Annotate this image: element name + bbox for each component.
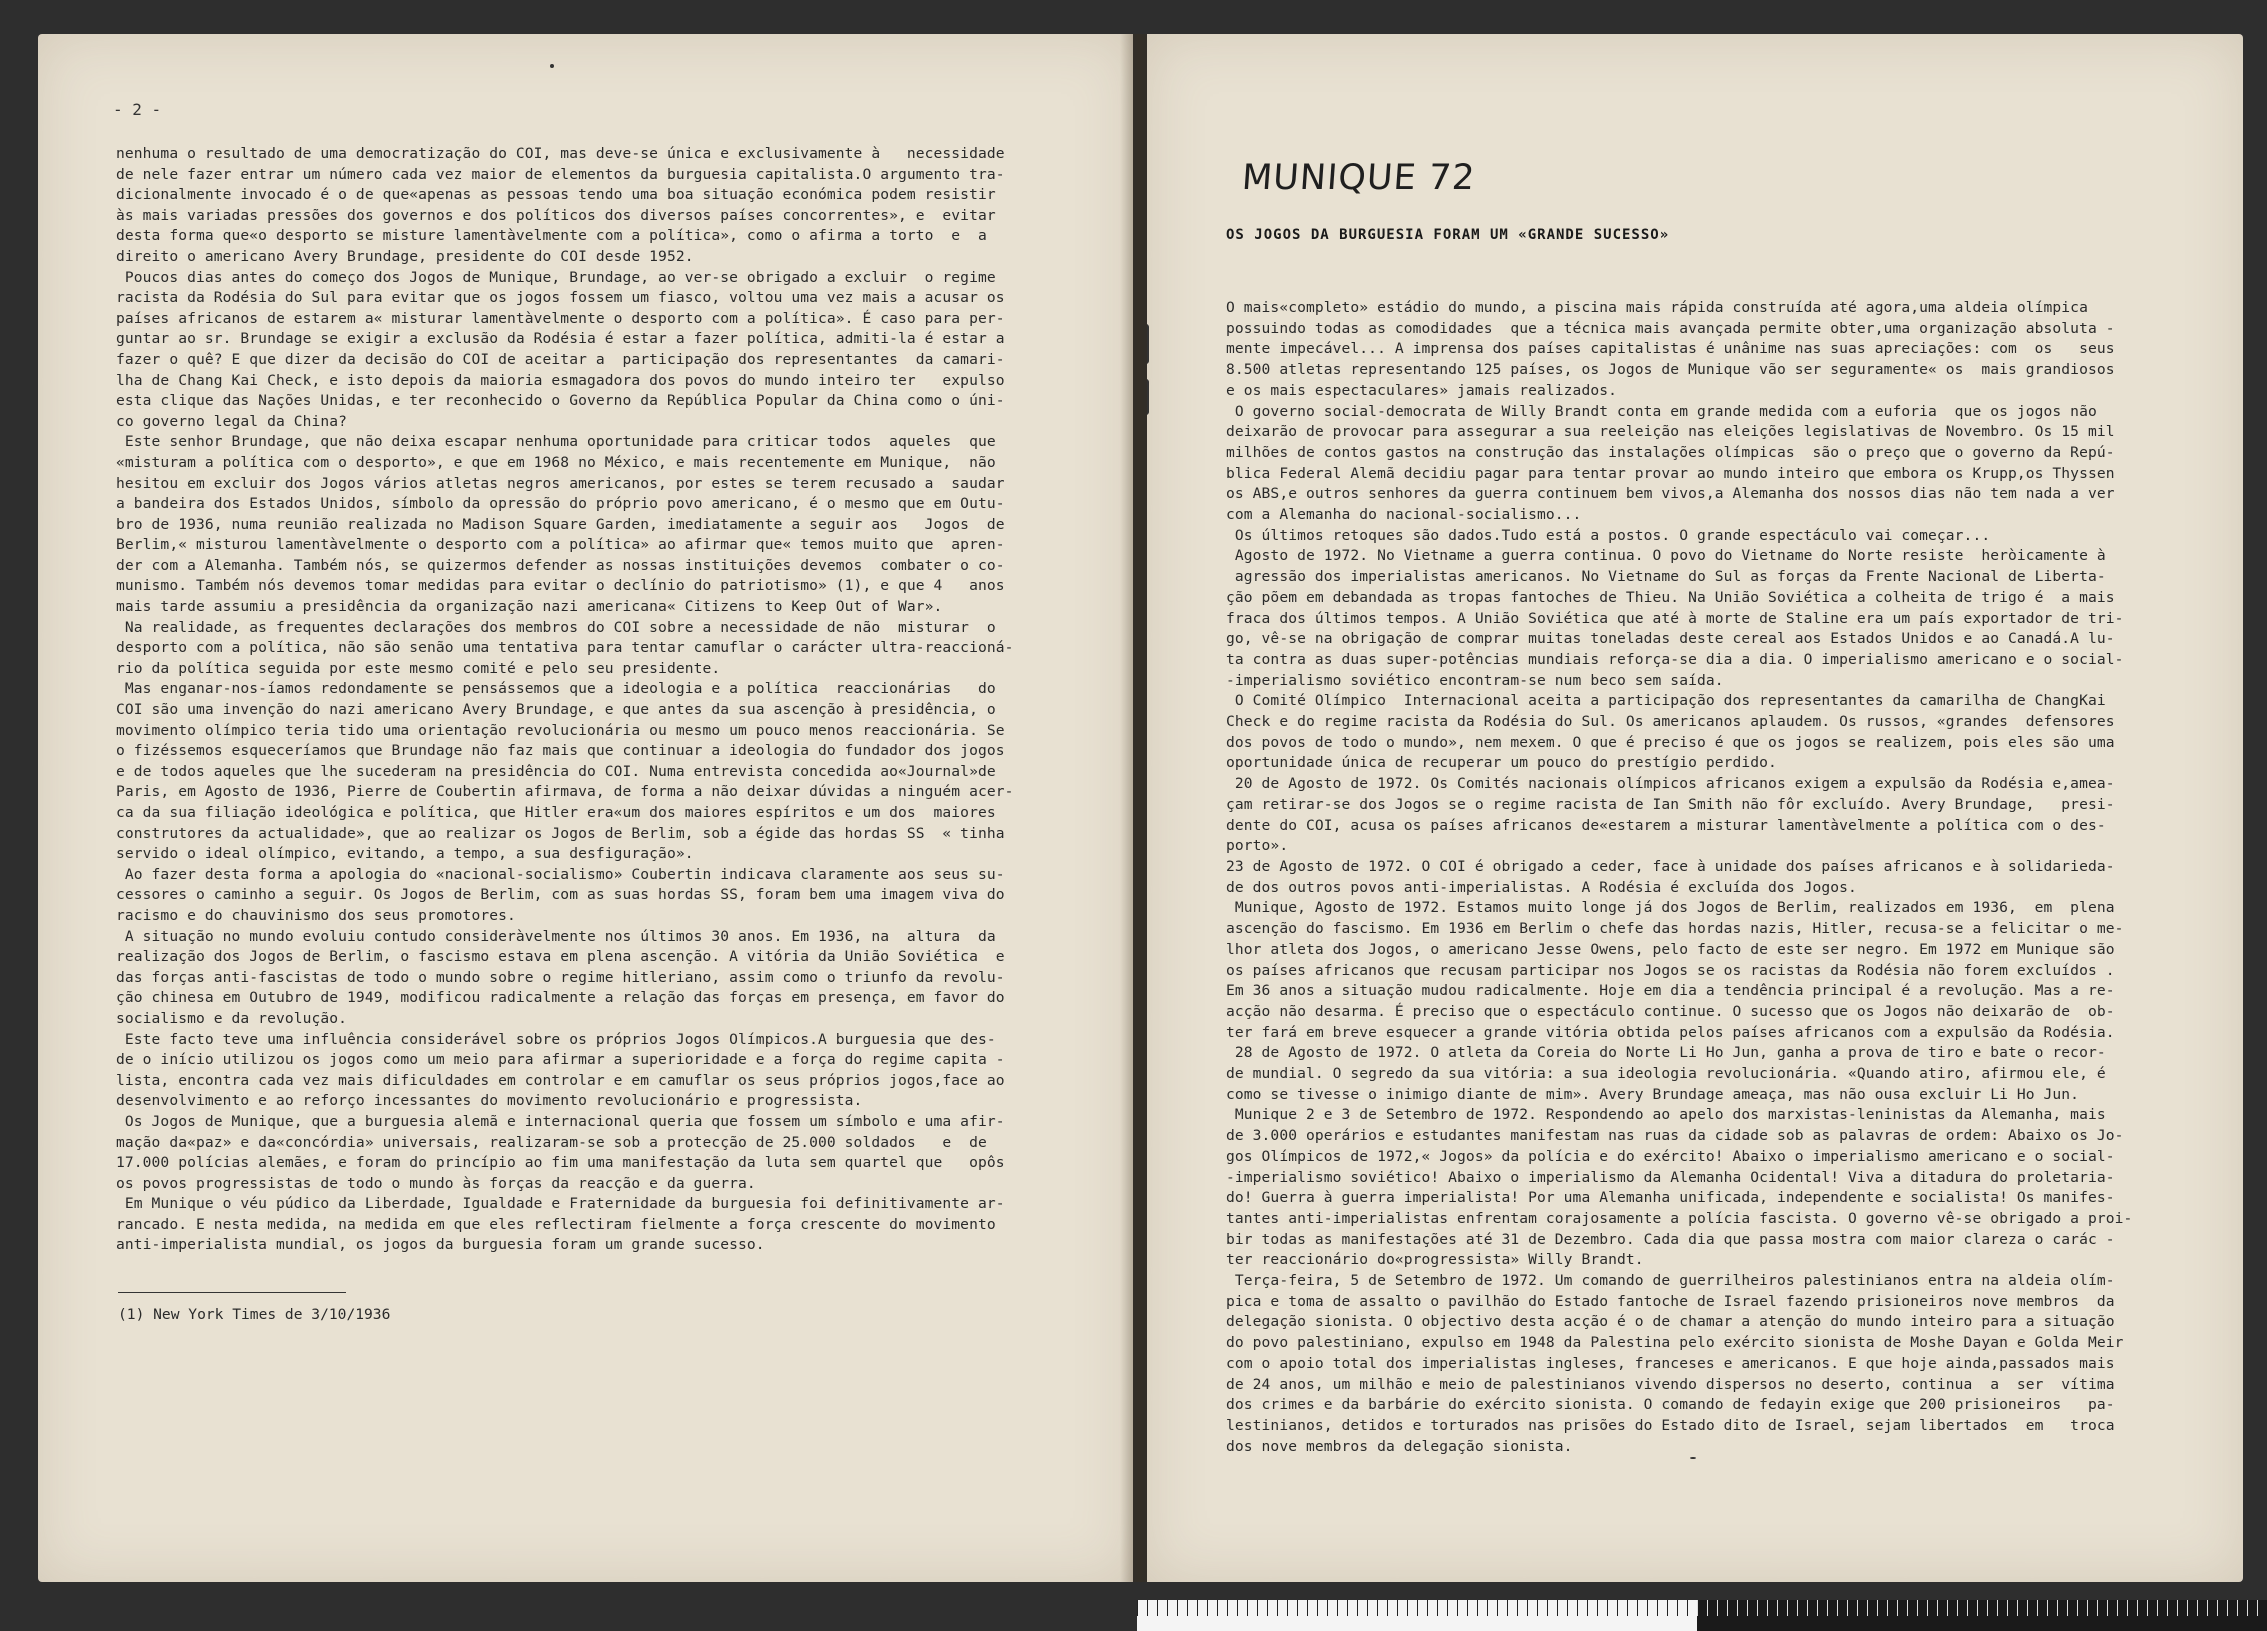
text-line: de o início utilizou os jogos como um meio para afirmar a superioridade e a força do regime capita -	[116, 1051, 1005, 1069]
text-line: às mais variadas pressões dos governos e dos políticos dos diversos países concorrentes», e evitar	[116, 206, 996, 224]
text-line: países africanos de estarem a« misturar lamentàvelmente o desporto com a política». É caso para per-	[116, 309, 1005, 327]
text-line: e os mais espectaculares» jamais realizados.	[1226, 381, 1617, 399]
text-line: Os últimos retoques são dados.Tudo está a postos. O grande espectáculo vai começar...	[1226, 526, 1991, 544]
text-line: ção chinesa em Outubro de 1949, modificou radicalmente a relação das forças em presença, em favor do	[116, 989, 1005, 1007]
text-line: munismo. Também nós devemos tomar medidas para evitar o declínio do patriotismo» (1), e que 4 anos	[116, 577, 1005, 595]
text-line: bir todas as manifestações até 31 de Dezembro. Cada dia que passa mostra com maior clareza o carác -	[1226, 1230, 2115, 1248]
text-line: servido o ideal olímpico, evitando, a tempo, a sua desfiguração».	[116, 845, 694, 863]
text-line: e de todos aqueles que lhe sucederam na presidência do COI. Numa entrevista concedida ao«Journal»de	[116, 762, 996, 780]
text-line: os ABS,e outros senhores da guerra continuem bem vivos,a Alemanha dos nossos dias não tem nada a ver	[1226, 485, 2115, 503]
text-line: çam retirar-se dos Jogos se o regime racista de Ian Smith não fôr excluído. Avery Brundage, presi-	[1226, 795, 2115, 813]
text-line: lha de Chang Kai Check, e isto depois da maioria esmagadora dos povos do mundo inteiro ter expulso	[116, 371, 1005, 389]
text-line: rancado. E nesta medida, na medida em que eles reflectiram fielmente a força crescente do movimento	[116, 1215, 996, 1233]
text-line: go, vê-se na obrigação de comprar muitas toneladas deste cereal aos Estados Unidos e ao Canadá.A lu-	[1226, 630, 2115, 648]
text-line: 23 de Agosto de 1972. O COI é obrigado a ceder, face à unidade dos países africanos e à solidarieda-	[1226, 857, 2115, 875]
text-line: Poucos dias antes do começo dos Jogos de Munique, Brundage, ao ver-se obrigado a excluir o regime	[116, 268, 996, 286]
text-line: racista da Rodésia do Sul para evitar que os jogos fossem um fiasco, voltou uma vez mais a acusar os	[116, 289, 1005, 307]
text-line: dos crimes e da barbárie do exército sionista. O comando de fedayin exige que 200 prisioneiros pa-	[1226, 1396, 2115, 1414]
text-line: Berlim,« misturou lamentàvelmente o desporto com a política» ao afirmar que« temos muito que apren-	[116, 536, 1005, 554]
text-line: das forças anti-fascistas de todo o mundo sobre o regime hitleriano, assim como o triunfo da revolu-	[116, 968, 1005, 986]
text-line: Em Munique o véu púdico da Liberdade, Igualdade e Fraternidade da burguesia foi definitivamente ar-	[116, 1195, 1005, 1213]
text-line: de 3.000 operários e estudantes manifestam nas ruas da cidade sob as palavras de ordem: Abaixo os Jo-	[1226, 1127, 2124, 1145]
text-line: desenvolvimento e ao reforço incessantes do movimento revolucionário e progressista.	[116, 1092, 863, 1110]
page-number: - 2 -	[113, 100, 162, 119]
text-line: a bandeira dos Estados Unidos, símbolo da opressão do próprio povo americano, é o mesmo que em Outu-	[116, 495, 1005, 513]
text-line: ca da sua filiação ideológica e política, que Hitler era«um dos maiores espíritos e um dos maiores	[116, 804, 996, 821]
text-line: fraca dos últimos tempos. A União Soviética que até à morte de Staline era um país exportador de tri-	[1226, 609, 2124, 627]
text-line: de mundial. O segredo da sua vitória: a sua ideologia revolucionária. «Quando atiro, afirmou ele, é	[1226, 1065, 2106, 1083]
text-line: milhões de contos gastos na construção das instalações olímpicas são o preço que o governo da Repú-	[1226, 443, 2115, 461]
text-line: pica e toma de assalto o pavilhão do Estado fantoche de Israel fazendo prisioneiros nove membros da	[1226, 1292, 2115, 1310]
text-line: com a Alemanha do nacional-socialismo...	[1226, 506, 1582, 524]
text-line: mente impecável... A imprensa dos países capitalistas é unânime nas suas apreciações: com os seus	[1226, 340, 2115, 358]
article-subtitle: OS JOGOS DA BURGUESIA FORAM UM «GRANDE SUCESSO»	[1226, 227, 1670, 243]
text-line: ter fará em breve esquecer a grande vitória obtida pelos países africanos com a expulsão da Rodésia.	[1226, 1023, 2115, 1041]
left-body-text	[116, 144, 1076, 1256]
text-line: dicionalmente invocado é o de que«apenas as pessoas tendo uma boa situação económica podem resistir	[116, 186, 996, 204]
text-line: socialismo e da revolução.	[116, 1009, 348, 1027]
text-line: realização dos Jogos de Berlim, o fascismo estava em plena ascenção. A vitória da União Soviética e	[116, 948, 1005, 966]
text-line: co governo legal da China?	[116, 412, 348, 430]
text-line: Paris, em Agosto de 1936, Pierre de Coubertin afirmava, de forma a não deixar dúvidas a ninguém acer-	[116, 783, 1014, 801]
text-line: 28 de Agosto de 1972. O atleta da Coreia do Norte Li Ho Jun, ganha a prova de tiro e bate o recor-	[1226, 1044, 2106, 1062]
article-title: MUNIQUE 72	[1240, 158, 1477, 198]
text-line: dente do COI, acusa os países africanos de«estarem a misturar lamentàvelmente a política com o des-	[1226, 816, 2106, 834]
text-line: O mais«completo» estádio do mundo, a piscina mais rápida construída até agora,uma aldeia olímpica	[1226, 299, 2088, 316]
text-line: possuindo todas as comodidades que a técnica mais avançada permite obter,uma organização absoluta -	[1226, 319, 2115, 337]
text-line: Mas enganar-nos-íamos redondamente se pensássemos que a ideologia e a política reaccionárias do	[116, 680, 996, 698]
text-line: como se tivesse o inimigo diante de mim». Avery Brundage ameaça, mas não ousa excluir Li Ho Jun.	[1226, 1085, 2080, 1103]
text-line: nenhuma o resultado de uma democratização do COI, mas deve-se única e exclusivamente à necessidade	[116, 145, 1005, 162]
staple-mark-2	[1147, 379, 1149, 415]
text-line: Munique 2 e 3 de Setembro de 1972. Respondendo ao apelo dos marxistas-leninistas da Alemanha, mais	[1226, 1106, 2106, 1124]
ink-dot	[1690, 1457, 1696, 1459]
text-line: O governo social-democrata de Willy Brandt conta em grande medida com a euforia que os jogos não	[1226, 402, 2097, 420]
text-line: «misturam a política com o desporto», e que em 1968 no México, e mais recentemente em Munique, não	[116, 453, 996, 471]
scale-ruler	[1137, 1600, 2267, 1631]
text-line: direito o americano Avery Brundage, presidente do COI desde 1952.	[116, 247, 694, 265]
text-line: dos povos de todo o mundo», nem mexem. O que é preciso é que os jogos se realizem, pois eles são uma	[1226, 733, 2115, 751]
text-line: ascenção do fascismo. Em 1936 em Berlim o chefe das hordas nazis, Hitler, recusa-se a felicitar o me-	[1226, 920, 2124, 938]
text-line: Os Jogos de Munique, que a burguesia alemã e internacional queria que fossem um símbolo e uma afir-	[116, 1112, 1005, 1130]
staple-mark	[1147, 324, 1149, 364]
text-line: construtores da actualidade», que ao realizar os Jogos de Berlim, sob a égide das hordas SS « tinha	[116, 824, 1005, 842]
text-line: ter reaccionário do«progressista» Willy Brandt.	[1226, 1251, 1644, 1269]
text-line: porto».	[1226, 837, 1289, 855]
left-page	[38, 34, 1133, 1582]
text-line: os povos progressistas de todo o mundo às forças da reacção e da guerra.	[116, 1174, 756, 1192]
text-line: bro de 1936, numa reunião realizada no Madison Square Garden, imediatamente a seguir aos Jogos de	[116, 515, 1005, 533]
text-line: oportunidade única de recuperar um pouco do prestígio perdido.	[1226, 754, 1777, 772]
text-line: gos Olímpicos de 1972,« Jogos» da polícia e do exército! Abaixo o imperialismo americano e o social-	[1226, 1147, 2115, 1165]
text-line: de nele fazer entrar um número cada vez maior de elementos da burguesia capitalista.O argumento tra-	[116, 165, 1005, 183]
ruler-ticks-dark	[1697, 1600, 2267, 1616]
text-line: o fizéssemos esqueceríamos que Brundage não faz mais que continuar a ideologia do fundador dos jogos	[116, 742, 1005, 760]
ink-dot	[550, 64, 554, 68]
text-line: Em 36 anos a situação mudou radicalmente. Hoje em dia a tendência principal é a revolução. Mas a re-	[1226, 982, 2115, 1000]
text-line: mais tarde assumiu a presidência da organização nazi americana« Citizens to Keep Out of War».	[116, 598, 943, 616]
text-line: deixarão de provocar para assegurar a sua reeleição nas eleições legislativas de Novembro. Os 15 mil	[1226, 423, 2115, 441]
text-line: -imperialismo soviético! Abaixo o imperialismo da Alemanha Ocidental! Viva a ditadura do proletaria-	[1226, 1168, 2115, 1186]
text-line: anti-imperialista mundial, os jogos da burguesia foram um grande sucesso.	[116, 1236, 765, 1254]
text-line: Este senhor Brundage, que não deixa escapar nenhuma oportunidade para criticar todos aqueles que	[116, 433, 996, 451]
text-line: lista, encontra cada vez mais dificuldades em controlar e em camuflar os seus próprios jogos,face ao	[116, 1071, 1005, 1089]
text-line: tantes anti-imperialistas enfrentam corajosamente a polícia fascista. O governo vê-se obrigado a proi-	[1226, 1209, 2133, 1227]
text-line: esta clique das Nações Unidas, e ter reconhecido o Governo da República Popular da China como o úni-	[116, 392, 1005, 410]
footnote: (1) New York Times de 3/10/1936	[118, 1306, 391, 1323]
text-line: lhor atleta dos Jogos, o americano Jesse Owens, pelo facto de este ser negro. Em 1972 em Munique são	[1226, 940, 2115, 958]
right-body-text	[1226, 298, 2176, 1457]
text-line: agressão dos imperialistas americanos. No Vietname do Sul as forças da Frente Nacional de Liberta-	[1226, 568, 2106, 586]
text-line: dos nove membros da delegação sionista.	[1226, 1437, 1573, 1455]
text-line: der com a Alemanha. Também nós, se quizermos defender as nossas instituições devemos combater o co-	[116, 556, 1005, 574]
text-line: Check e do regime racista da Rodésia do Sul. Os americanos aplaudem. Os russos, «grandes defensores	[1226, 713, 2115, 731]
text-line: do! Guerra à guerra imperialista! Por uma Alemanha unificada, independente e socialista! Os manifes-	[1226, 1189, 2115, 1207]
ruler-dark-segment	[1697, 1600, 2267, 1631]
text-line: ta contra as duas super-potências mundiais reforça-se dia a dia. O imperialismo americano e o social-	[1226, 650, 2124, 668]
footnote-separator	[118, 1292, 346, 1293]
text-line: fazer o quê? E que dizer da decisão do COI de aceitar a participação dos representantes da camari-	[116, 350, 1005, 368]
right-page	[1147, 34, 2243, 1582]
text-line: rio da política seguida por este mesmo comité e pelo seu presidente.	[116, 659, 721, 677]
text-line: os países africanos que recusam participar nos Jogos se os racistas da Rodésia não forem excluídos .	[1226, 961, 2115, 979]
text-line: mação da«paz» e da«concórdia» universais, realizaram-se sob a protecção de 25.000 soldados e de	[116, 1133, 987, 1151]
text-line: movimento olímpico teria tido uma orientação revolucionária ou mesmo um pouco menos reaccionária. Se	[116, 721, 1005, 739]
text-line: 17.000 polícias alemães, e foram do princípio ao fim uma manifestação da luta sem quartel que opôs	[116, 1154, 1005, 1172]
text-line: 20 de Agosto de 1972. Os Comités nacionais olímpicos africanos exigem a expulsão da Rodésia e,amea-	[1226, 775, 2115, 793]
text-line: blica Federal Alemã decidiu pagar para tentar provar ao mundo inteiro que embora os Krupp,os Thyssen	[1226, 464, 2115, 482]
text-line: lestinianos, detidos e torturados nas prisões do Estado dito de Israel, sejam libertados em troca	[1226, 1416, 2115, 1434]
text-line: Agosto de 1972. No Vietname a guerra continua. O povo do Vietname do Norte resiste heròicamente à	[1226, 547, 2106, 565]
text-line: do povo palestiniano, expulso em 1948 da Palestina pelo exército sionista de Moshe Dayan e Golda Meir	[1226, 1334, 2124, 1352]
text-line: Ao fazer desta forma a apologia do «nacional-socialismo» Coubertin indicava claramente aos seus su-	[116, 865, 1005, 883]
text-line: Na realidade, as frequentes declarações dos membros do COI sobre a necessidade de não misturar o	[116, 618, 996, 636]
text-line: -imperialismo soviético encontram-se num beco sem saída.	[1226, 671, 1724, 689]
text-line: delegação sionista. O objectivo desta acção é o de chamar a atenção do mundo inteiro para a situação	[1226, 1313, 2115, 1331]
text-line: hesitou em excluir dos Jogos vários atletas negros americanos, por estes se terem recusado a saudar	[116, 474, 1005, 492]
text-line: Munique, Agosto de 1972. Estamos muito longe já dos Jogos de Berlim, realizados em 1936, em plena	[1226, 899, 2115, 917]
text-line: com o apoio total dos imperialistas ingleses, franceses e americanos. E que hoje ainda,passados mais	[1226, 1354, 2115, 1372]
text-line: Terça-feira, 5 de Setembro de 1972. Um comando de guerrilheiros palestinianos entra na aldeia olím-	[1226, 1272, 2115, 1290]
text-line: 8.500 atletas representando 125 países, os Jogos de Munique vão ser seguramente« os mais grandiosos	[1226, 361, 2115, 379]
text-line: guntar ao sr. Brundage se exigir a exclusão da Rodésia é estar a fazer política, admiti-la é estar a	[116, 330, 1005, 348]
text-line: racismo e do chauvinismo dos seus promotores.	[116, 906, 516, 924]
text-line: cessores o caminho a seguir. Os Jogos de Berlim, com as suas hordas SS, foram bem uma imagem viva do	[116, 886, 1005, 904]
text-line: desporto com a política, não são senão uma tentativa para tentar camuflar o carácter ultra-reaccioná-	[116, 639, 1014, 657]
text-line: COI são uma invenção do nazi americano Avery Brundage, e que antes da sua ascenção à presidência, o	[116, 701, 996, 719]
text-line: desta forma que«o desporto se misture lamentàvelmente com a política», como o afirma a torto e a	[116, 227, 987, 245]
text-line: Este facto teve uma influência considerável sobre os próprios Jogos Olímpicos.A burguesia que des-	[116, 1030, 996, 1048]
text-line: de dos outros povos anti-imperialistas. A Rodésia é excluída dos Jogos.	[1226, 878, 1857, 896]
text-line: ção põem em debandada as tropas fantoches de Thieu. Na União Soviética a colheita de trigo é a mais	[1226, 588, 2115, 606]
text-line: de 24 anos, um milhão e meio de palestinianos vivendo dispersos no deserto, continua a ser vítima	[1226, 1375, 2115, 1393]
text-line: A situação no mundo evoluiu contudo consideràvelmente nos últimos 30 anos. Em 1936, na altura da	[116, 927, 996, 945]
text-line: acção não desarma. É preciso que o espectáculo continue. O sucesso que os Jogos não deixarão de ob-	[1226, 1002, 2115, 1020]
text-line: O Comité Olímpico Internacional aceita a participação dos representantes da camarilha de ChangKai	[1226, 692, 2106, 710]
